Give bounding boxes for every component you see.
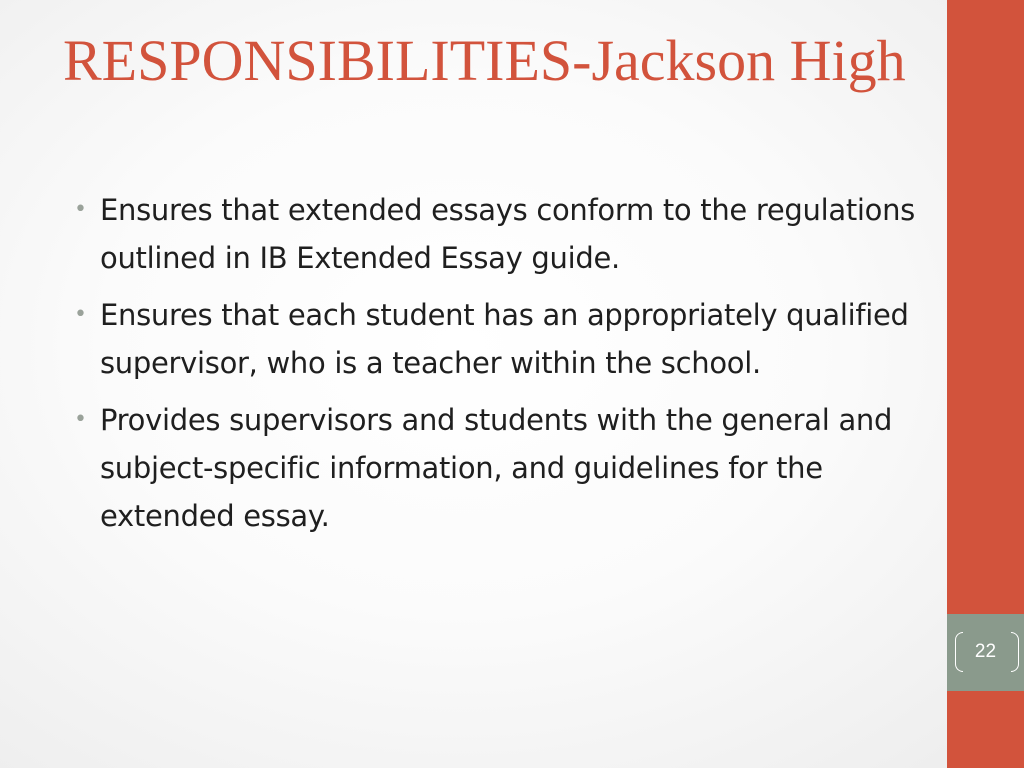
bullet-point-icon: •	[74, 197, 87, 222]
page-number: 22	[974, 641, 997, 662]
bullet-point-icon: •	[74, 302, 87, 327]
slide-title: RESPONSIBILITIES-Jackson High	[63, 28, 906, 93]
bullet-text: Ensures that each student has an appropriately qualified supervisor, who is a teacher within the school.	[100, 298, 909, 380]
bullet-item	[72, 396, 922, 540]
page-number-box	[947, 614, 1024, 691]
bullet-list	[72, 186, 922, 549]
bullet-item	[72, 291, 922, 387]
right-bracket-icon	[1011, 632, 1019, 672]
bullet-item	[72, 186, 922, 282]
bullet-text: Ensures that extended essays conform to the regulations outlined in IB Extended Essay guide.	[100, 193, 915, 275]
bullet-text: Provides supervisors and students with the general and subject-specific information, and guidelines for the extended essay.	[100, 403, 893, 533]
bullet-point-icon: •	[74, 407, 87, 432]
